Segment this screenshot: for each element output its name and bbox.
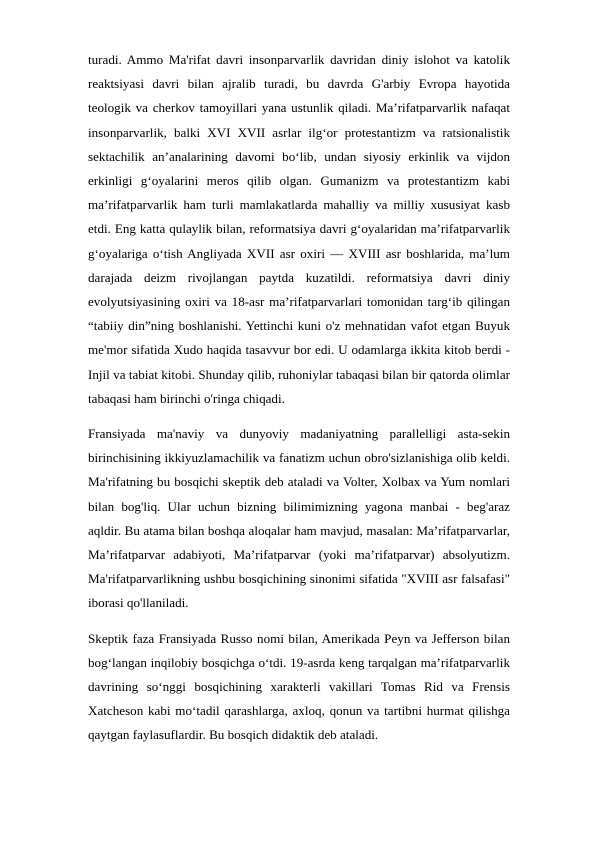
paragraph-enlightenment-overview: turadi. Ammo Ma'rifat davri insonparvarlik davridan diniy islohot va katolik reaktsiyasi davri bilan ajralib turadi, bu davrda G'arbiy Evropa hayotida teologik va cherkov tamoyillari yana ustunlik qiladi. Ma’rifatparvarlik nafaqat insonparvarlik, balki XVI XVII asrlar ilg‘or protestantizm va ratsionalistik sektachilik an’analarining davomi bo‘lib, undan siyosiy erkinlik va vijdon erkinligi g‘oyalarini meros qilib olgan. Gumanizm va protestantizm kabi ma’rifatparvarlik ham turli mamlakatlarda mahalliy va milliy xususiyat kasb etdi. Eng katta qulaylik bilan, reformatsiya davri g‘oyalaridan ma’rifatparvarlik g‘oyalariga o‘tish Angliyada XVII asr oxiri — XVIII asr boshlarida, ma’lum darajada deizm rivojlangan paytda kuzatildi. reformatsiya davri diniy evolyutsiyasining oxiri va 18-asr ma’rifatparvarlari tomonidan targ‘ib qilingan “tabiiy din”ning boshlanishi. Yettinchi kuni o'z mehnatidan vafot etgan Buyuk me'mor sifatida Xudo haqida tasavvur bor edi. U odamlarga ikkita kitob berdi - Injil va tabiat kitobi. Shunday qilib, ruhoniylar tabaqasi bilan bir qatorda olimlar tabaqasi ham birinchi o'ringa chiqadi. (88, 52, 510, 406)
paragraph-revolutionary-didactic-stage: Skeptik faza Fransiyada Russo nomi bilan, Amerikada Peyn va Jefferson bilan bog‘langan inqilobiy bosqichga o‘tdi. 19-asrda keng tarqalgan ma’rifatparvarlik davrining so‘nggi bosqichining xarakterli vakillari Tomas Rid va Frensis Xatcheson kabi mo‘tadil qarashlarga, axloq, qonun va tartibni hurmat qilishga qaytgan faylasuflardir. Bu bosqich didaktik deb ataladi. (88, 630, 510, 743)
paragraph-france-skeptic-stage: Fransiyada ma'naviy va dunyoviy madaniyatning parallelligi asta-sekin birinchisining ikkiyuzlamachilik va fanatizm uchun obro'sizlanishiga olib keldi. Ma'rifatning bu bosqichi skeptik deb ataladi va Volter, Xolbax va Yum nomlari bilan bog'liq. Ular uchun bizning bilimimizning yagona manbai - beg'araz aqldir. Bu atama bilan boshqa aloqalar ham mavjud, masalan: Ma’rifatparvarlar, Ma’rifatparvar adabiyoti, Ma’rifatparvar (yoki ma’rifatparvar) absolyutizm. Ma'rifatparvarlikning ushbu bosqichining sinonimi sifatida "XVIII asr falsafasi" iborasi qo'llaniladi. (88, 426, 510, 611)
document-page (88, 48, 510, 759)
